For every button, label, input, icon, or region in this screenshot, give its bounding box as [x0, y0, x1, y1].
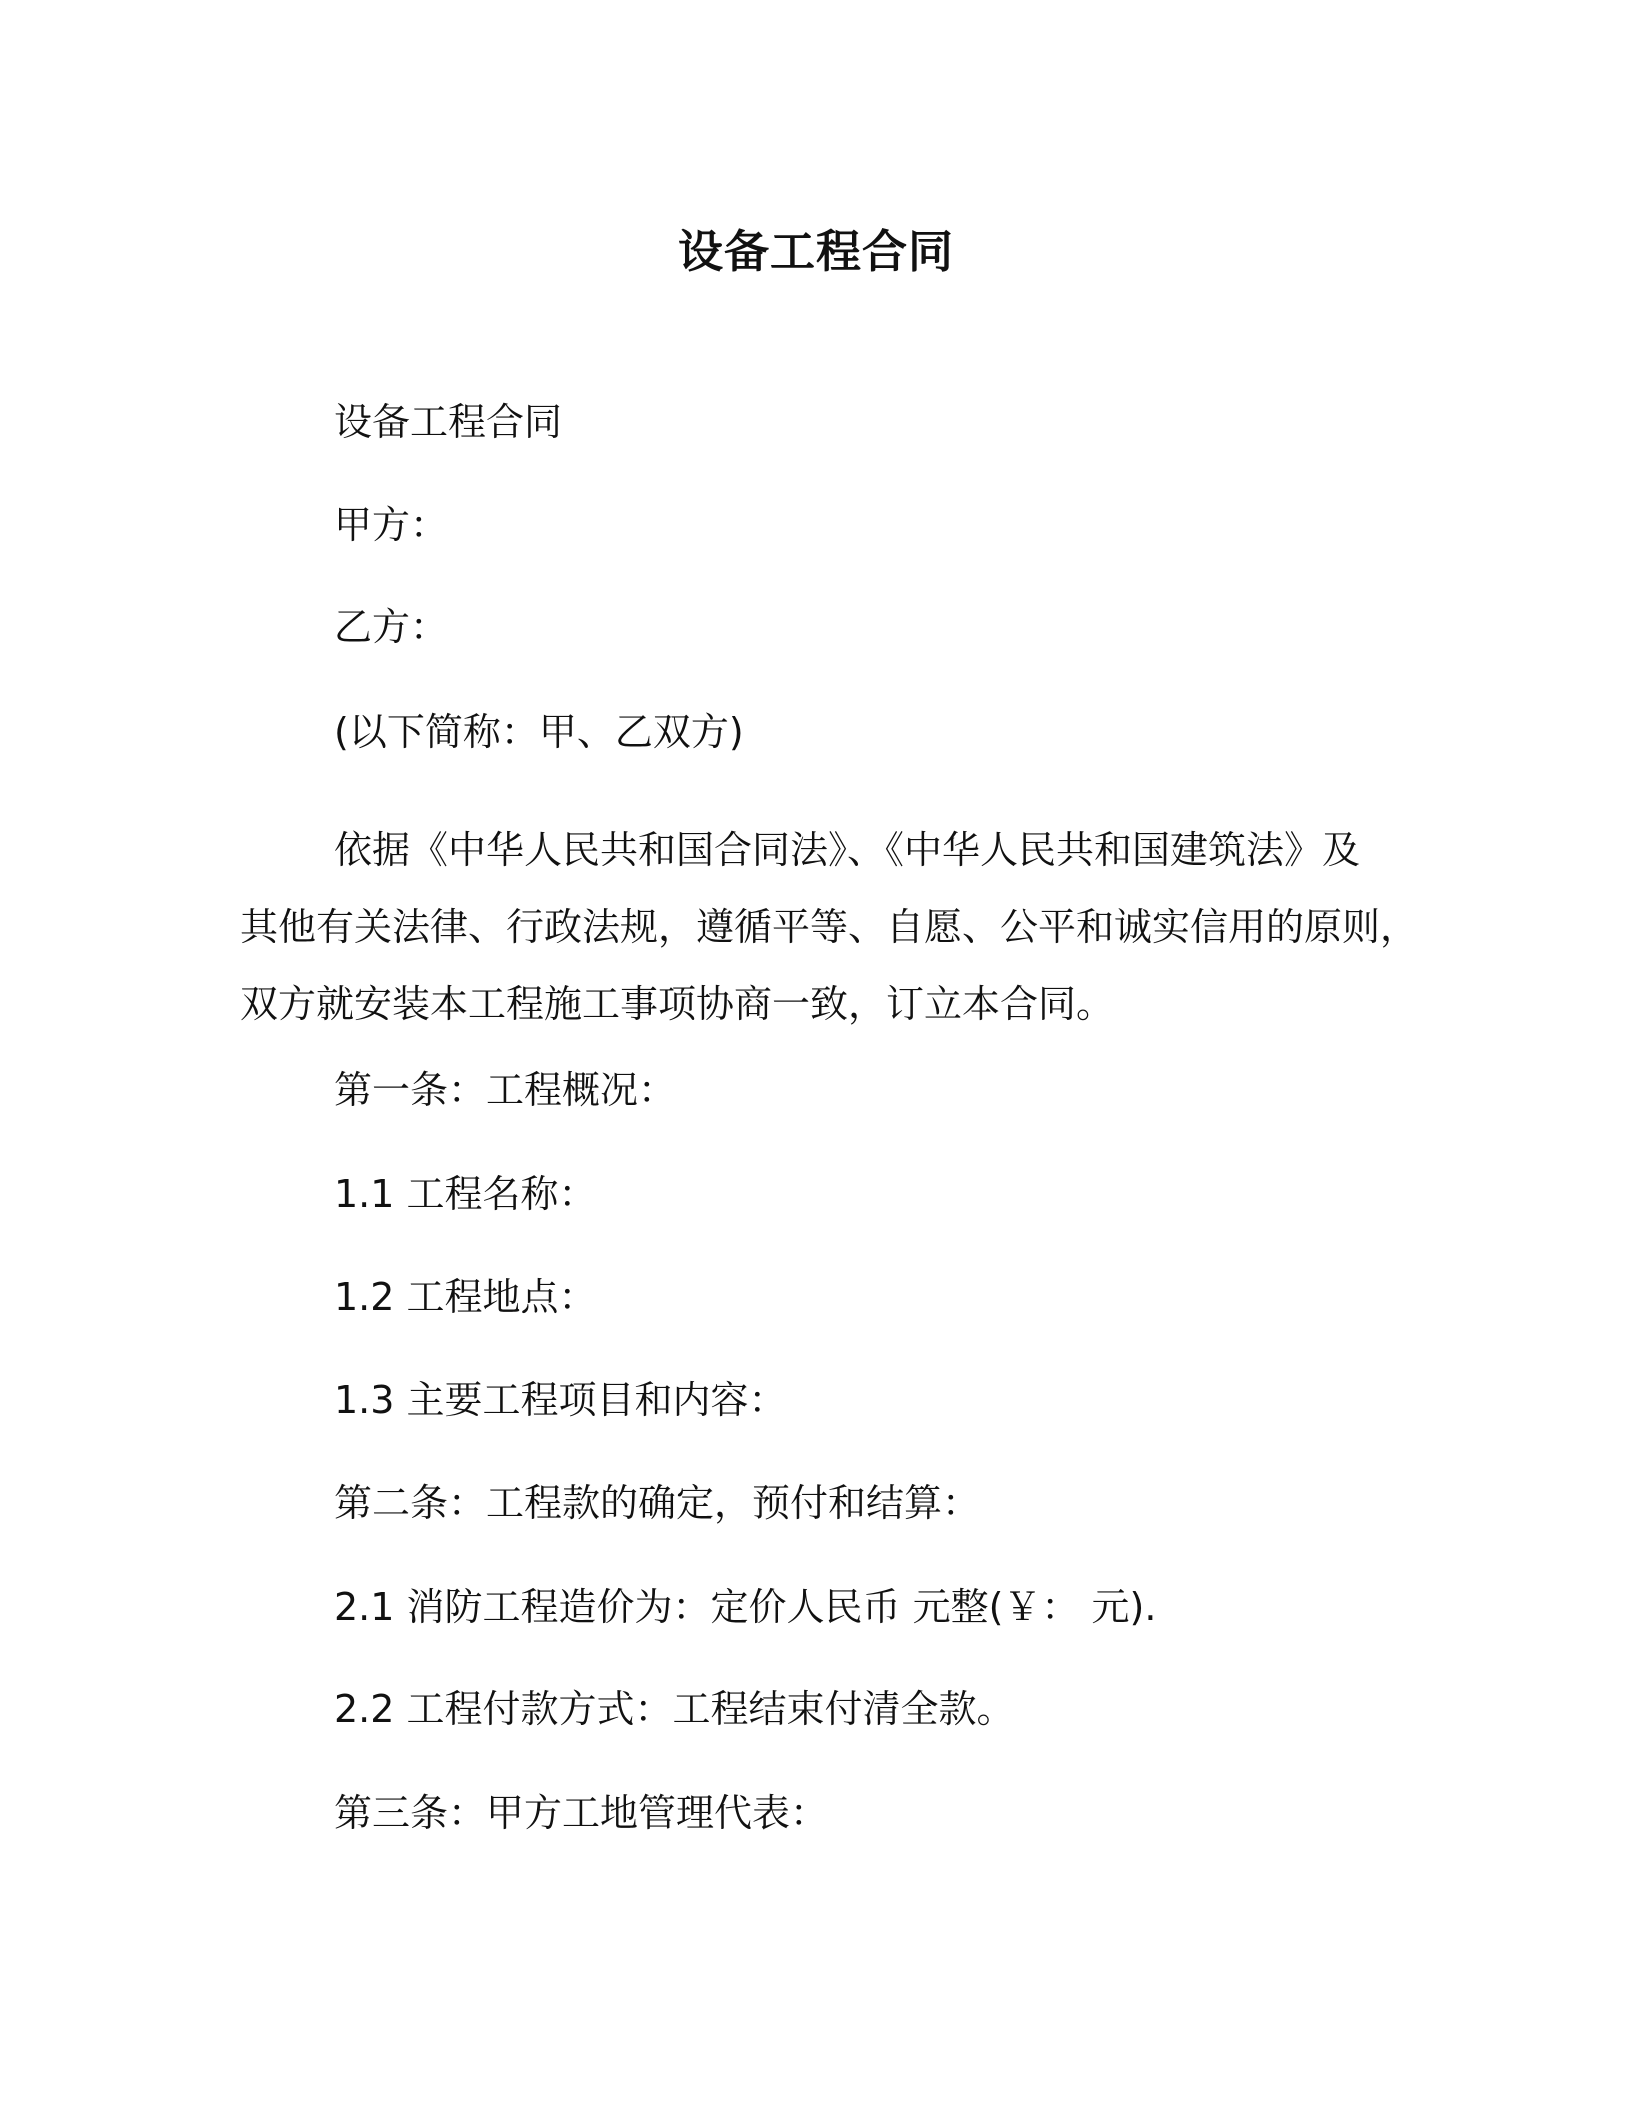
contract-subtitle: 设备工程合同: [334, 400, 563, 444]
article-1-heading: 第一条：工程概况：: [334, 1068, 677, 1112]
article-2-heading: 第二条：工程款的确定，预付和结算：: [334, 1481, 981, 1525]
party-a-label: 甲方：: [334, 503, 449, 547]
clause-2-2: 2.2 工程付款方式：工程结束付清全款。: [334, 1687, 1015, 1731]
clause-2-1: 2.1 消防工程造价为：定价人民币 元整(￥： 元).: [334, 1585, 1157, 1629]
document-title: 设备工程合同: [677, 225, 954, 278]
party-b-label: 乙方：: [334, 605, 449, 649]
article-3-heading: 第三条：甲方工地管理代表：: [334, 1791, 829, 1835]
clause-1-3: 1.3 主要工程项目和内容：: [334, 1378, 787, 1422]
clause-1-1: 1.1 工程名称：: [334, 1172, 597, 1216]
preamble-paragraph: [240, 812, 1419, 1043]
preamble-line: 双方就安装本工程施工事项协商一致，订立本合同。: [240, 982, 1115, 1026]
parties-abbreviation: (以下简称：甲、乙双方): [334, 710, 744, 754]
preamble-line: 依据《中华人民共和国合同法》、《中华人民共和国建筑法》及: [334, 828, 1361, 872]
preamble-line: 其他有关法律、行政法规，遵循平等、自愿、公平和诚实信用的原则，: [240, 905, 1419, 949]
clause-1-2: 1.2 工程地点：: [334, 1275, 597, 1319]
